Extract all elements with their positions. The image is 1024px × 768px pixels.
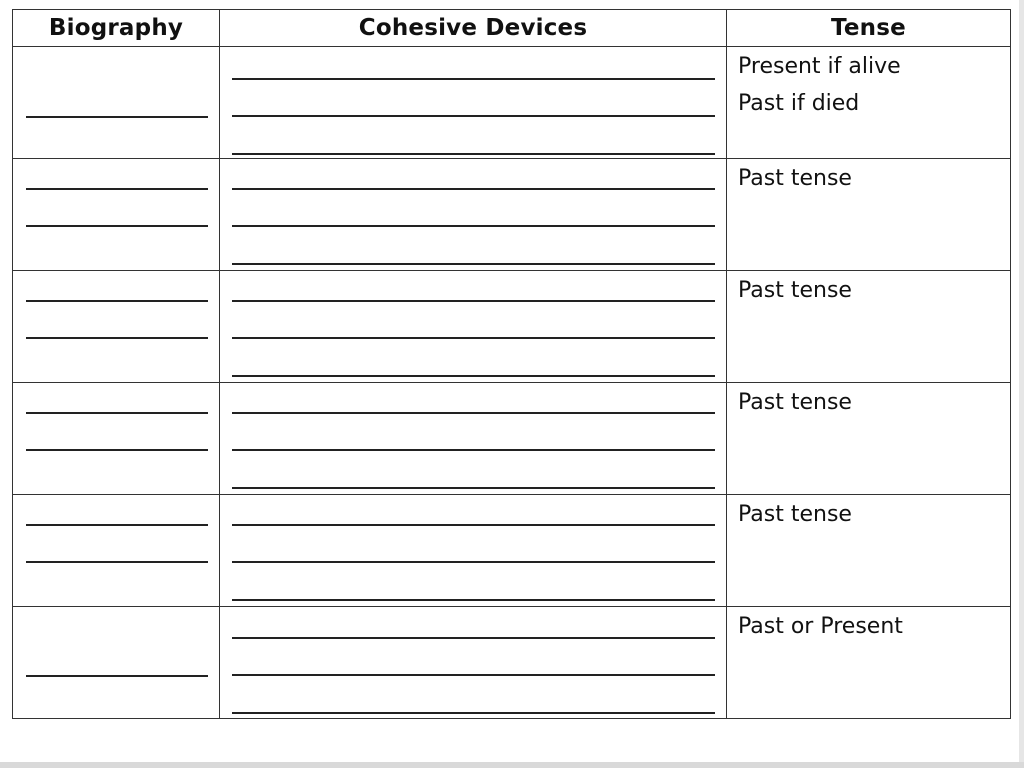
blank-writing-line[interactable] bbox=[232, 561, 715, 563]
biography-cell[interactable] bbox=[13, 47, 220, 159]
header-tense: Tense bbox=[727, 10, 1011, 47]
tense-cell bbox=[727, 47, 1011, 159]
tense-cell bbox=[727, 495, 1011, 607]
tense-text: Past or Present bbox=[738, 614, 903, 639]
tense-text: Past tense bbox=[738, 502, 852, 527]
table-row bbox=[13, 47, 1011, 159]
blank-writing-line[interactable] bbox=[26, 561, 208, 563]
tense-text: Present if alive bbox=[738, 54, 901, 79]
blank-writing-line[interactable] bbox=[232, 599, 715, 601]
blank-writing-line[interactable] bbox=[26, 449, 208, 451]
biography-cell[interactable] bbox=[13, 607, 220, 719]
cohesive-devices-cell[interactable] bbox=[220, 607, 727, 719]
tense-cell bbox=[727, 383, 1011, 495]
biography-cell[interactable] bbox=[13, 495, 220, 607]
tense-text: Past if died bbox=[738, 91, 860, 116]
biography-cell[interactable] bbox=[13, 383, 220, 495]
blank-writing-line[interactable] bbox=[232, 78, 715, 80]
cohesive-devices-cell[interactable] bbox=[220, 383, 727, 495]
blank-writing-line[interactable] bbox=[26, 300, 208, 302]
blank-writing-line[interactable] bbox=[232, 300, 715, 302]
blank-writing-line[interactable] bbox=[232, 188, 715, 190]
blank-writing-line[interactable] bbox=[26, 675, 208, 677]
biography-cell[interactable] bbox=[13, 271, 220, 383]
cohesive-devices-cell[interactable] bbox=[220, 495, 727, 607]
blank-writing-line[interactable] bbox=[232, 524, 715, 526]
header-cohesive-devices: Cohesive Devices bbox=[220, 10, 727, 47]
table-row bbox=[13, 383, 1011, 495]
blank-writing-line[interactable] bbox=[232, 153, 715, 155]
blank-writing-line[interactable] bbox=[26, 116, 208, 118]
blank-writing-line[interactable] bbox=[232, 263, 715, 265]
biography-cell[interactable] bbox=[13, 159, 220, 271]
blank-writing-line[interactable] bbox=[26, 225, 208, 227]
tense-cell bbox=[727, 607, 1011, 719]
table-row bbox=[13, 607, 1011, 719]
blank-writing-line[interactable] bbox=[232, 375, 715, 377]
header-biography: Biography bbox=[13, 10, 220, 47]
tense-text: Past tense bbox=[738, 390, 852, 415]
blank-writing-line[interactable] bbox=[232, 487, 715, 489]
cohesive-devices-cell[interactable] bbox=[220, 159, 727, 271]
table-row bbox=[13, 495, 1011, 607]
blank-writing-line[interactable] bbox=[232, 337, 715, 339]
cohesive-devices-cell[interactable] bbox=[220, 47, 727, 159]
blank-writing-line[interactable] bbox=[232, 449, 715, 451]
blank-writing-line[interactable] bbox=[232, 674, 715, 676]
blank-writing-line[interactable] bbox=[232, 637, 715, 639]
header-row bbox=[13, 10, 1011, 47]
slide-edge bbox=[1019, 0, 1024, 768]
table-row bbox=[13, 271, 1011, 383]
blank-writing-line[interactable] bbox=[26, 412, 208, 414]
blank-writing-line[interactable] bbox=[232, 412, 715, 414]
blank-writing-line[interactable] bbox=[232, 225, 715, 227]
blank-writing-line[interactable] bbox=[26, 188, 208, 190]
blank-writing-line[interactable] bbox=[232, 115, 715, 117]
tense-cell bbox=[727, 271, 1011, 383]
cohesive-devices-cell[interactable] bbox=[220, 271, 727, 383]
biography-planning-table bbox=[12, 9, 1011, 719]
blank-writing-line[interactable] bbox=[232, 712, 715, 714]
tense-cell bbox=[727, 159, 1011, 271]
tense-text: Past tense bbox=[738, 278, 852, 303]
blank-writing-line[interactable] bbox=[26, 524, 208, 526]
blank-writing-line[interactable] bbox=[26, 337, 208, 339]
table-row bbox=[13, 159, 1011, 271]
slide-edge bbox=[0, 762, 1024, 768]
tense-text: Past tense bbox=[738, 166, 852, 191]
